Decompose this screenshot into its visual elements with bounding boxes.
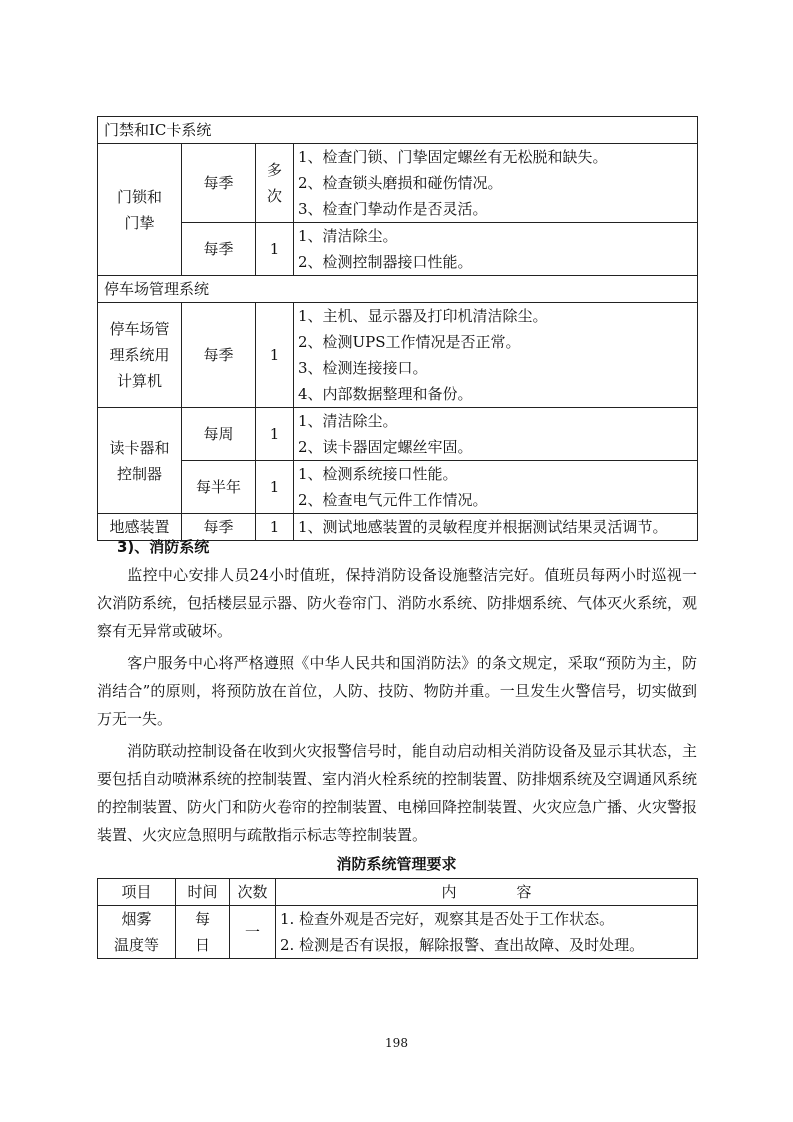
table-row [98, 408, 698, 461]
page-number: 198 [385, 1036, 408, 1050]
table-row [98, 144, 698, 223]
paragraph: 消防联动控制设备在收到火灾报警信号时，能自动启动相关消防设备及显示其状态，主要包括自动喷淋系统的控制装置、室内消火栓系统的控制装置、防排烟系统及空调通风系统的控制装置、防火门和防火卷帘的控制装置、电梯回降控制装置、火灾应急广播、火灾警报装置、火灾应急照明与疏散指示标志等控制装置。 [97, 742, 698, 844]
count-cell: 1 [256, 223, 294, 276]
items-cell: 1、检测系统接口性能。 2、检查电气元件工作情况。 [294, 461, 698, 514]
section-title: 停车场管理系统 [98, 276, 698, 303]
table-row [98, 906, 698, 959]
count-cell: 1 [256, 514, 294, 541]
device-cell: 地感装置 [98, 514, 182, 541]
count-cell: 1 [256, 303, 294, 408]
table-header-row [98, 879, 698, 906]
maintenance-table [97, 116, 698, 541]
count-cell: 一 [230, 906, 276, 959]
time-cell: 每 日 [176, 906, 230, 959]
period-cell: 每季 [182, 144, 256, 223]
table-row [98, 303, 698, 408]
device-cell: 门锁和 门挚 [98, 144, 182, 276]
items-cell: 1、测试地感装置的灵敏程度并根据测试结果灵活调节。 [294, 514, 698, 541]
period-cell: 每季 [182, 303, 256, 408]
column-header: 次数 [230, 879, 276, 906]
item-cell: 烟雾 温度等 [98, 906, 176, 959]
section-row [98, 117, 698, 144]
section-title: 门禁和IC卡系统 [98, 117, 698, 144]
section-row [98, 276, 698, 303]
count-cell: 1 [256, 461, 294, 514]
count-cell: 多 次 [256, 144, 294, 223]
paragraph: 客户服务中心将严格遵照《中华人民共和国消防法》的条文规定，采取“预防为主，防消结合”的原则，将预防放在首位，人防、技防、物防并重。一旦发生火警信号，切实做到万无一失。 [97, 654, 697, 728]
column-header: 时间 [176, 879, 230, 906]
count-cell: 1 [256, 408, 294, 461]
table-row [98, 461, 698, 514]
items-cell: 1、主机、显示器及打印机清洁除尘。 2、检测UPS工作情况是否正常。 3、检测连接接口。 4、内部数据整理和备份。 [294, 303, 698, 408]
paragraph: 监控中心安排人员24小时值班，保持消防设备设施整洁完好。值班员每两小时巡视一次消防系统，包括楼层显示器、防火卷帘门、消防水系统、防排烟系统、气体灭火系统，观察有无异常或破坏。 [97, 566, 698, 640]
period-cell: 每周 [182, 408, 256, 461]
device-cell: 停车场管 理系统用 计算机 [98, 303, 182, 408]
column-header: 项目 [98, 879, 176, 906]
column-header: 内 容 [276, 879, 698, 906]
fire-system-table [97, 878, 698, 959]
items-cell: 1. 检查外观是否完好，观察其是否处于工作状态。 2. 检测是否有误报，解除报警、查出故障、及时处理。 [276, 906, 698, 959]
table-caption: 消防系统管理要求 [336, 855, 457, 873]
items-cell: 1、检查门锁、门挚固定螺丝有无松脱和缺失。 2、检查锁头磨损和碰伤情况。 3、检查门挚动作是否灵活。 [294, 144, 698, 223]
items-cell: 1、清洁除尘。 2、检测控制器接口性能。 [294, 223, 698, 276]
items-cell: 1、清洁除尘。 2、读卡器固定螺丝牢固。 [294, 408, 698, 461]
period-cell: 每季 [182, 223, 256, 276]
device-cell: 读卡器和 控制器 [98, 408, 182, 514]
table-row [98, 223, 698, 276]
period-cell: 每半年 [182, 461, 256, 514]
section-heading: 3)、消防系统 [117, 538, 210, 556]
period-cell: 每季 [182, 514, 256, 541]
